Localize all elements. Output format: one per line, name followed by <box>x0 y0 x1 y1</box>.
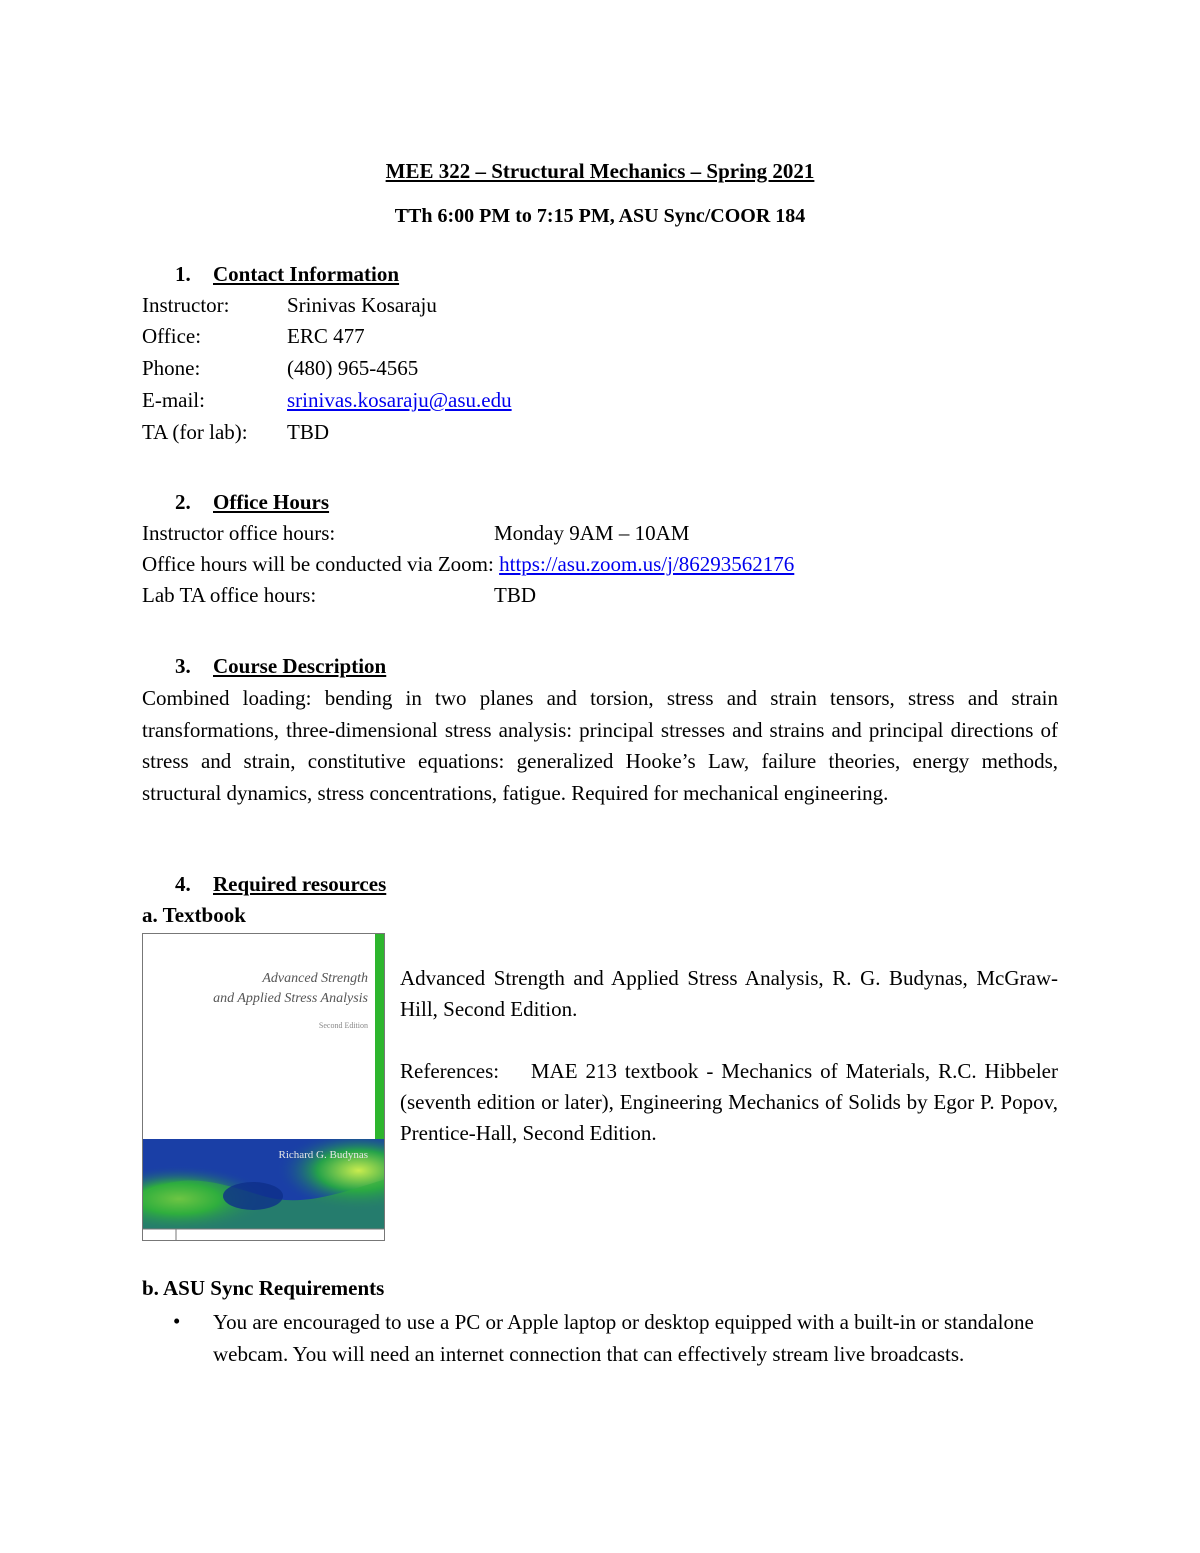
email-link[interactable]: srinivas.kosaraju@asu.edu <box>287 388 512 412</box>
zoom-text: Office hours will be conducted via Zoom: <box>142 552 500 576</box>
course-description-text: Combined loading: bending in two planes and torsion, stress and strain tensors, stress and strain transformations, three-dimensional stress analysis: principal stresses and strains and principal directions of stress and strain, constitutive equations: generalized Hooke’s Law, failure theories, energy methods, structural dynamics, stress concentrations, fatigue. Required for mechanical engineering. <box>142 686 1058 805</box>
cover-edition: Second Edition <box>318 1021 368 1030</box>
contact-label: Phone: <box>142 356 201 380</box>
instructor-office-hours-label: Instructor office hours: <box>142 521 336 545</box>
bullet-dot: • <box>173 1309 181 1333</box>
lab-office-hours-value: TBD <box>494 583 536 607</box>
cover-title-line2: and Applied Stress Analysis <box>213 991 368 1006</box>
contact-value: (480) 965-4565 <box>287 356 419 380</box>
section-number: 1. <box>175 262 191 286</box>
book-cover-art <box>143 934 385 1241</box>
references-text: References: MAE 213 textbook - Mechanics of Materials, R.C. Hibbeler (seventh edition or later), Engineering Mechanics of Solids by Egor P. Popov, Prentice-Hall, Second Edition. <box>400 1059 1064 1145</box>
lab-office-hours-label: Lab TA office hours: <box>142 583 317 607</box>
section-label: Contact Information <box>213 262 400 286</box>
document-title: MEE 322 – Structural Mechanics – Spring 2021 <box>385 159 815 183</box>
section-number: 2. <box>175 490 191 514</box>
textbook-cover-image <box>142 933 385 1241</box>
contact-label: E-mail: <box>142 388 205 412</box>
textbook-heading: a. Textbook <box>142 903 246 927</box>
section-label: Course Description <box>213 654 387 678</box>
cover-title-line1: Advanced Strength <box>262 971 368 986</box>
zoom-line <box>142 552 794 577</box>
textbook-citation: Advanced Strength and Applied Stress Analysis, R. G. Budynas, McGraw-Hill, Second Edition. <box>400 966 1058 1021</box>
contact-value: ERC 477 <box>287 324 365 348</box>
cover-green-stripe <box>375 934 385 1139</box>
section-label: Required resources <box>213 872 387 896</box>
contact-label: Instructor: <box>142 293 230 317</box>
contact-value: TBD <box>287 420 329 444</box>
section-number: 3. <box>175 654 191 678</box>
contact-label: TA (for lab): <box>142 420 248 444</box>
sync-requirement-item: You are encouraged to use a PC or Apple laptop or desktop equipped with a built-in or standalone webcam. You will need an internet connection that can effectively stream live broadcasts. <box>213 1310 1034 1366</box>
contact-value: Srinivas Kosaraju <box>287 293 437 317</box>
section-label: Office Hours <box>213 490 330 514</box>
contact-label: Office: <box>142 324 202 348</box>
instructor-office-hours-value: Monday 9AM – 10AM <box>494 521 690 545</box>
sync-requirements-heading: b. ASU Sync Requirements <box>142 1276 385 1300</box>
section-number: 4. <box>175 872 191 896</box>
zoom-link[interactable]: https://asu.zoom.us/j/86293562176 <box>499 552 795 576</box>
class-schedule: TTh 6:00 PM to 7:15 PM, ASU Sync/COOR 184 <box>394 205 806 227</box>
cover-author: Richard G. Budynas <box>278 1149 368 1161</box>
